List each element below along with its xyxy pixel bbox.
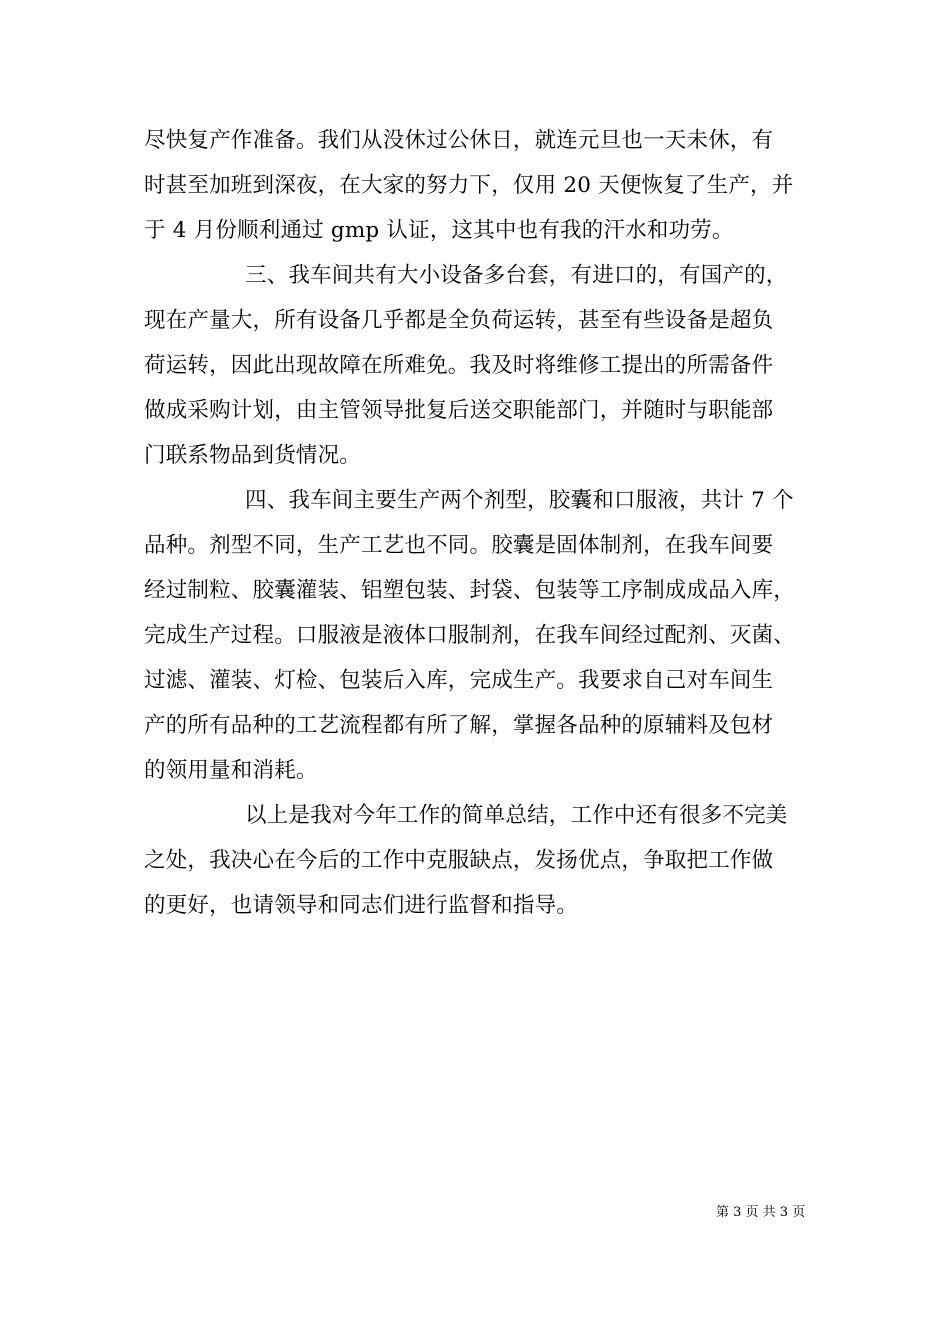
text-line: 品种。剂型不同，生产工艺也不同。胶囊是固体制剂，在我车间要 (144, 533, 774, 558)
text-line: 门联系物品到货情况。 (144, 443, 362, 468)
text-line: 经过制粒、胶囊灌装、铝塑包装、封袋、包装等工序制成成品入库， (144, 578, 796, 603)
text-line: 产的所有品种的工艺流程都有所了解，掌握各品种的原辅料及包材 (144, 713, 774, 738)
text-line: 的更好，也请领导和同志们进行监督和指导。 (144, 893, 579, 918)
page-number: 第 3 页 共 3 页 (716, 1205, 806, 1220)
text-line: 完成生产过程。口服液是液体口服制剂，在我车间经过配剂、灭菌、 (144, 623, 796, 648)
text-line: 做成采购计划，由主管领导批复后送交职能部门，并随时与职能部 (144, 398, 774, 423)
text-line: 过滤、灌装、灯检、包装后入库，完成生产。我要求自己对车间生 (144, 668, 774, 693)
text-line: 的领用量和消耗。 (144, 758, 318, 783)
text-line: 尽快复产作准备。我们从没休过公休日，就连元旦也一天未休，有 (144, 128, 774, 153)
text-line: 之处，我决心在今后的工作中克服缺点，发扬优点，争取把工作做 (144, 848, 774, 873)
text-line: 现在产量大，所有设备几乎都是全负荷运转，甚至有些设备是超负 (144, 308, 774, 333)
text-line: 于 4 月份顺利通过 gmp 认证，这其中也有我的汗水和功劳。 (144, 218, 734, 243)
paragraph-start-line: 四、我车间主要生产两个剂型，胶囊和口服液，共计 7 个 (245, 488, 794, 513)
paragraph-start-line: 以上是我对今年工作的简单总结，工作中还有很多不完美 (245, 803, 788, 828)
paragraph-start-line: 三、我车间共有大小设备多台套，有进口的，有国产的， (245, 263, 788, 288)
text-line: 荷运转，因此出现故障在所难免。我及时将维修工提出的所需备件 (144, 353, 774, 378)
text-line: 时甚至加班到深夜，在大家的努力下，仅用 20 天便恢复了生产，并 (144, 173, 794, 198)
document-body (144, 118, 808, 928)
